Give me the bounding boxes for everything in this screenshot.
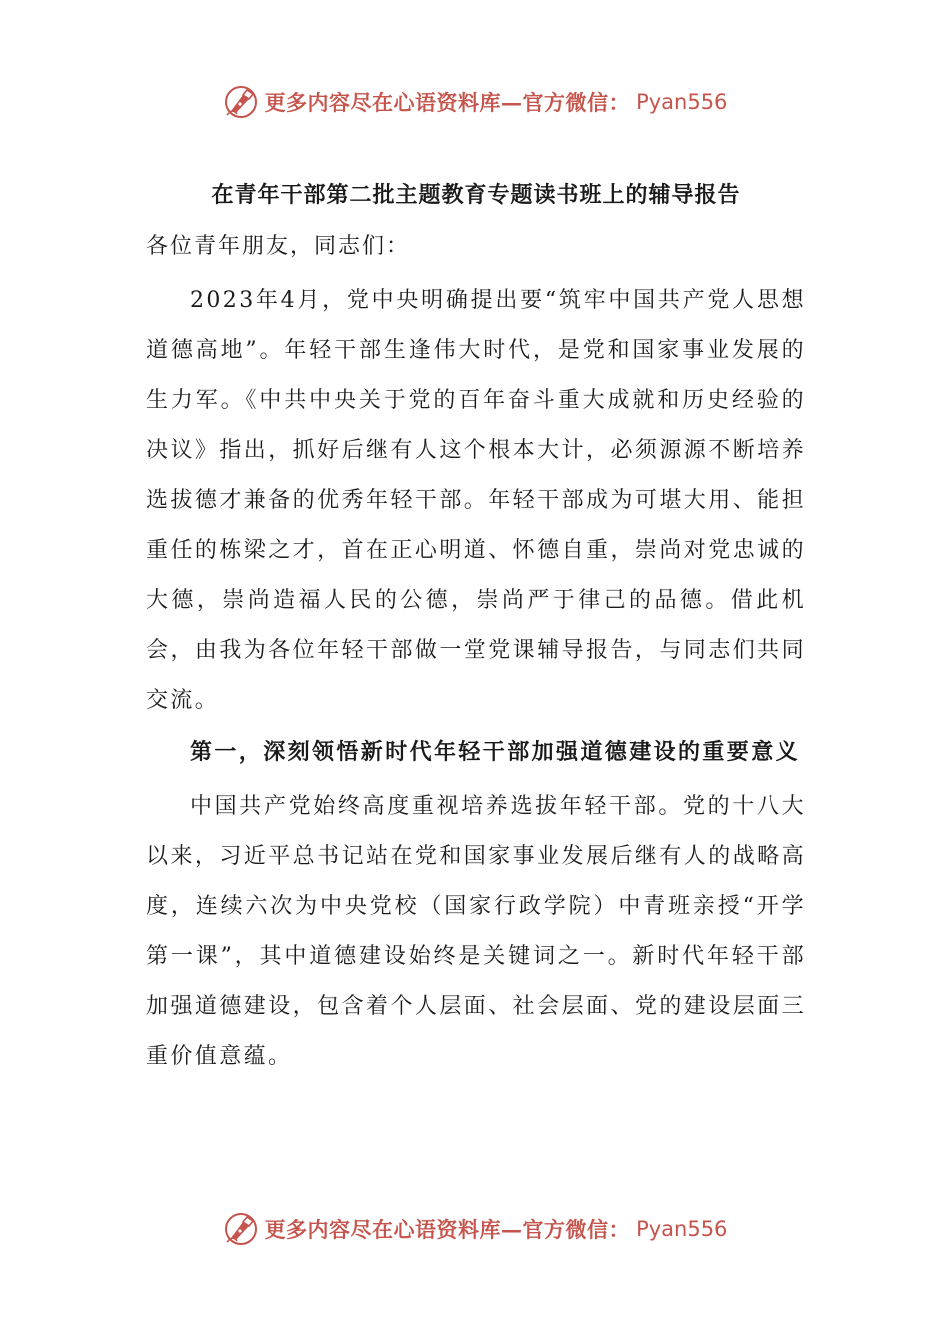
banner-wechat-id: Pyan556 xyxy=(636,90,728,114)
footer-brand-text: 更多内容尽在心语资料库—官方微信： xyxy=(264,1217,631,1242)
greeting-line: 各位青年朋友，同志们： xyxy=(146,234,411,259)
pen-nib-logo-icon xyxy=(223,84,259,120)
footer-wechat-id: Pyan556 xyxy=(636,1217,728,1241)
paragraph-section-1: 中国共产党始终高度重视培养选拔年轻干部。党的十八大以来，习近平总书记站在党和国家事业发展后继有人的战略高度，连续六次为中央党校（国家行政学院）中青班亲授“开学第一课”，其中道德建设始终是关键词之一。新时代年轻干部加强道德建设，包含着个人层面、社会层面、党的建设层面三重价值意蕴。 xyxy=(146,794,806,1069)
pen-nib-logo-icon xyxy=(223,1211,259,1247)
section-heading-1: 第一，深刻领悟新时代年轻干部加强道德建设的重要意义 xyxy=(190,740,801,765)
document-title: 在青年干部第二批主题教育专题读书班上的辅导报告 xyxy=(211,183,741,208)
header-watermark-banner xyxy=(0,82,950,122)
banner-brand-text: 更多内容尽在心语资料库—官方微信： xyxy=(264,90,631,115)
footer-watermark-banner xyxy=(0,1209,950,1249)
document-body xyxy=(146,170,806,1082)
paragraph-intro: 2023年4月，党中央明确提出要“筑牢中国共产党人思想道德高地”。年轻干部生逢伟大时代，是党和国家事业发展的生力军。《中共中央关于党的百年奋斗重大成就和历史经验的决议》指出，抓好后继有人这个根本大计，必须源源不断培养选拔德才兼备的优秀年轻干部。年轻干部成为可堪大用、能担重任的栋梁之才，首在正心明道、怀德自重，崇尚对党忠诚的大德，崇尚造福人民的公德，崇尚严于律己的品德。借此机会，由我为各位年轻干部做一堂党课辅导报告，与同志们共同交流。 xyxy=(146,288,806,713)
